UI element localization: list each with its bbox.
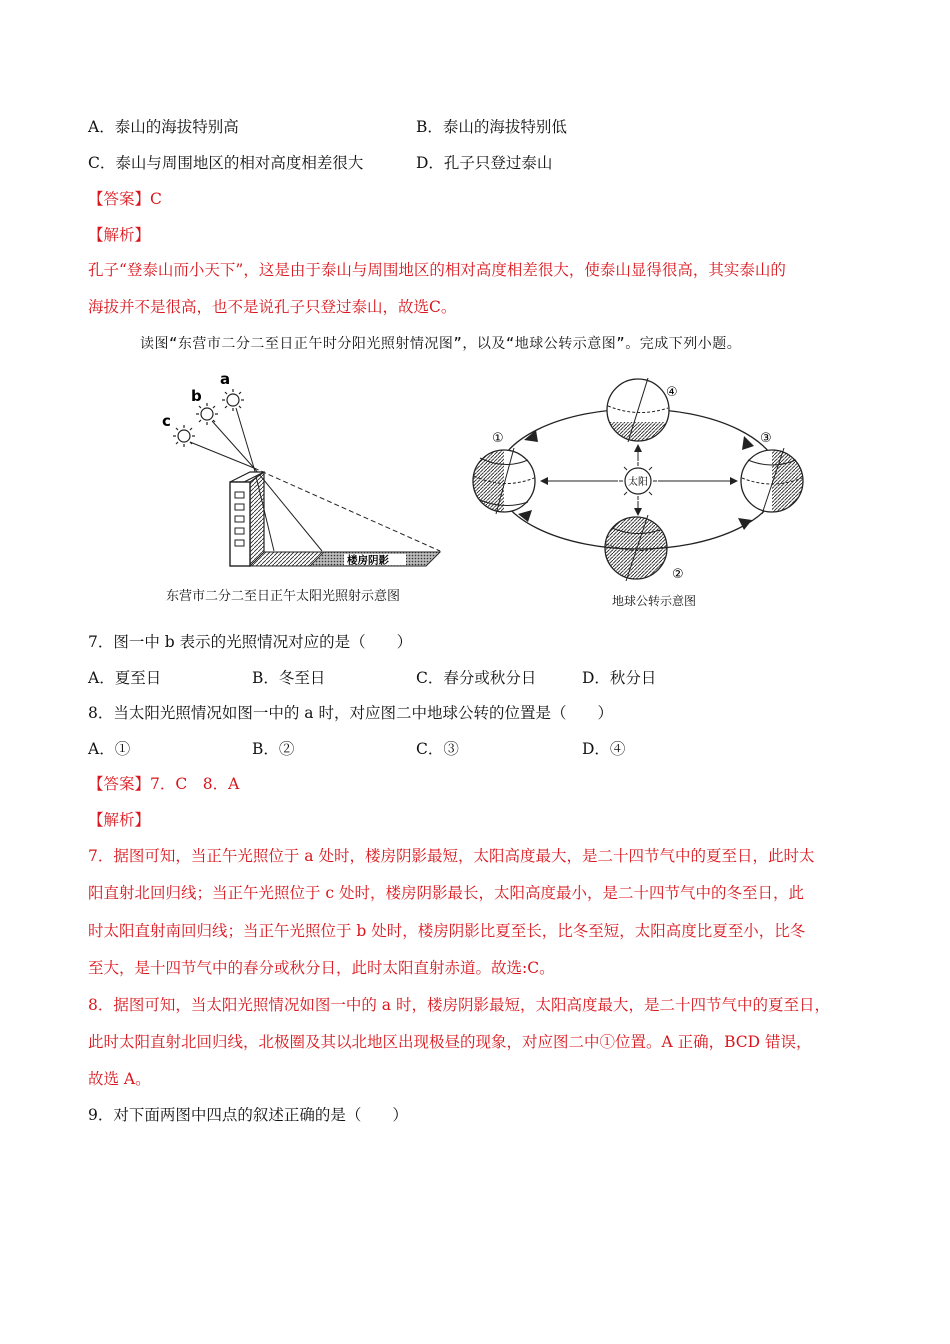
earth-position-3 [741, 448, 803, 514]
position-label-1: ① [492, 431, 504, 446]
position-label-3: ③ [760, 431, 772, 446]
q7-option-d: D．秋分日 [582, 669, 657, 687]
figure1-caption: 东营市二分二至日正午太阳光照射示意图 [166, 589, 401, 604]
earth-position-1 [473, 448, 535, 514]
q7-analysis-line: 7．据图可知，当正午光照位于 a 处时，楼房阴影最短，太阳高度最大，是二十四节气中的夏至日，此时太 [88, 847, 815, 865]
q8-stem: 8．当太阳光照情况如图一中的 a 时，对应图二中地球公转的位置是（ ） [88, 704, 613, 722]
q8-analysis-line: 此时太阳直射北回归线，北极圈及其以北地区出现极昼的现象，对应图二中①位置。A 正确，BCD 错误， [88, 1033, 812, 1051]
q8-option-c: C．③ [416, 740, 459, 758]
q9-stem: 9．对下面两图中四点的叙述正确的是（ ） [88, 1106, 408, 1124]
q7-analysis-line: 阳直射北回归线；当正午光照位于 c 处时，楼房阴影最长，太阳高度最小，是二十四节气中的冬至日，此 [88, 884, 805, 902]
q6-option-d: D．孔子只登过泰山 [416, 154, 553, 172]
q6-answer: 【答案】C [88, 190, 162, 208]
q6-analysis-line: 孔子“登泰山而小天下”，这是由于泰山与周围地区的相对高度相差很大，使泰山显得很高，其实泰山的 [88, 261, 786, 279]
figure-sunlight-diagram [150, 368, 460, 583]
q6-option-b: B．泰山的海拔特别低 [416, 118, 567, 136]
q78-answer: 【答案】7．C 8．A [88, 775, 240, 793]
q8-analysis-line: 8．据图可知，当太阳光照情况如图一中的 a 时，楼房阴影最短，太阳高度最大，是二十四节气中的夏至日， [88, 996, 830, 1014]
sun-icon [173, 425, 195, 447]
q7-option-b: B．冬至日 [252, 669, 326, 687]
sun-icon [222, 389, 244, 411]
position-label-2: ② [672, 567, 684, 582]
light-rays [190, 408, 440, 551]
building [230, 472, 264, 566]
q7-option-c: C．春分或秋分日 [416, 669, 537, 687]
q7-option-a: A．夏至日 [88, 669, 162, 687]
q8-option-a: A．① [88, 740, 131, 758]
sun-label-b: b [191, 387, 202, 405]
q7-analysis-line: 时太阳直射南回归线；当正午光照位于 b 处时，楼房阴影比夏至长，比冬至短，太阳高度比夏至小，比冬 [88, 922, 806, 940]
q6-option-c: C．泰山与周围地区的相对高度相差很大 [88, 154, 364, 172]
q7-stem: 7．图一中 b 表示的光照情况对应的是（ ） [88, 633, 413, 651]
sun-label-a: a [220, 370, 231, 388]
sun-icon [196, 403, 218, 425]
q8-option-b: B．② [252, 740, 295, 758]
q6-analysis-label: 【解析】 [88, 226, 151, 244]
shadow-label: 楼房阴影 [347, 554, 389, 567]
position-label-4: ④ [666, 385, 678, 400]
earth-position-4 [607, 378, 669, 442]
q6-analysis-line: 海拔并不是很高，也不是说孔子只登过泰山，故选C。 [88, 298, 457, 316]
q78-analysis-label: 【解析】 [88, 811, 151, 829]
figure-intro: 读图“东营市二分二至日正午时分阳光照射情况图”，以及“地球公转示意图”。完成下列小题。 [140, 336, 742, 352]
q6-option-a: A．泰山的海拔特别高 [88, 118, 239, 136]
q7-analysis-line: 至大，是十四节气中的春分或秋分日，此时太阳直射赤道。故选:C。 [88, 959, 555, 977]
sun-label-c: c [162, 412, 171, 430]
figure-earth-revolution [466, 378, 816, 588]
q8-analysis-line: 故选 A。 [88, 1070, 151, 1088]
figure2-caption: 地球公转示意图 [612, 594, 697, 608]
earth-position-2 [605, 515, 667, 581]
sun-label: 太阳 [628, 477, 648, 488]
q8-option-d: D．④ [582, 740, 626, 758]
